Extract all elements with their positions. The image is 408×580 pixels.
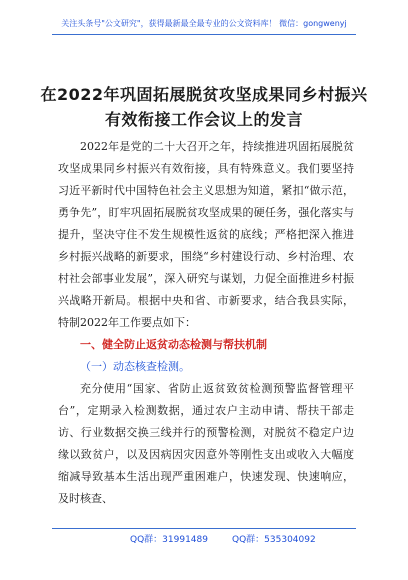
title-line-2: 有效衔接工作会议上的发言 (104, 110, 303, 129)
section-heading-1: 一、健全防止返贫动态检测与帮扶机制 (80, 338, 267, 351)
subsection-paragraph-1: 充分使用“国家、省防止返贫致贫检测预警监督管理平台”，定期录入检测数据，通过农户主动申请、帮扶干部走访、行业数据交换三线并行的预警检测，对脱贫不稳定户边缘以致贫户，以及因病因灾因意外等刚性支出或收入大幅度缩减导致基本生活出现严重困难户，快速发现、快速响应，及时核查、 (58, 382, 354, 505)
document-title (40, 82, 368, 132)
footer-qq-group-2: QQ群：535304092 (232, 535, 316, 545)
intro-paragraph: 2022年是党的二十大召开之年，持续推进巩固拓展脱贫攻坚成果同乡村振兴有效衔接，具有特殊意义。我们要坚持习近平新时代中国特色社会主义思想为知道，紧扣“做示范，勇争先”，盯牢巩固拓展脱贫攻坚成果的硬任务，强化落实与提升，坚决守住不发生规模性返贫的底线；严格把深入推进乡村振兴战略的新要求，围绕“乡村建设行动、乡村治理、农村社会部事业发展”，深入研究与谋划，力促全面推进乡村振兴战略开新局。根据中央和省、市新要求，结合我县实际，特制2022年工作要点如下： (58, 140, 354, 329)
footer-qq-group-1: QQ群：31991489 (130, 535, 208, 545)
document-body (58, 136, 354, 510)
header-note: 关注头条号"公文研究"，获得最新最全最专业的公文资料库！ 微信：gongwenyj (52, 14, 356, 35)
title-line-1: 在2022年巩固拓展脱贫攻坚成果同乡村振兴 (40, 85, 368, 104)
subsection-heading-1: （一）动态核查检测。 (80, 360, 190, 373)
footer (52, 528, 356, 551)
